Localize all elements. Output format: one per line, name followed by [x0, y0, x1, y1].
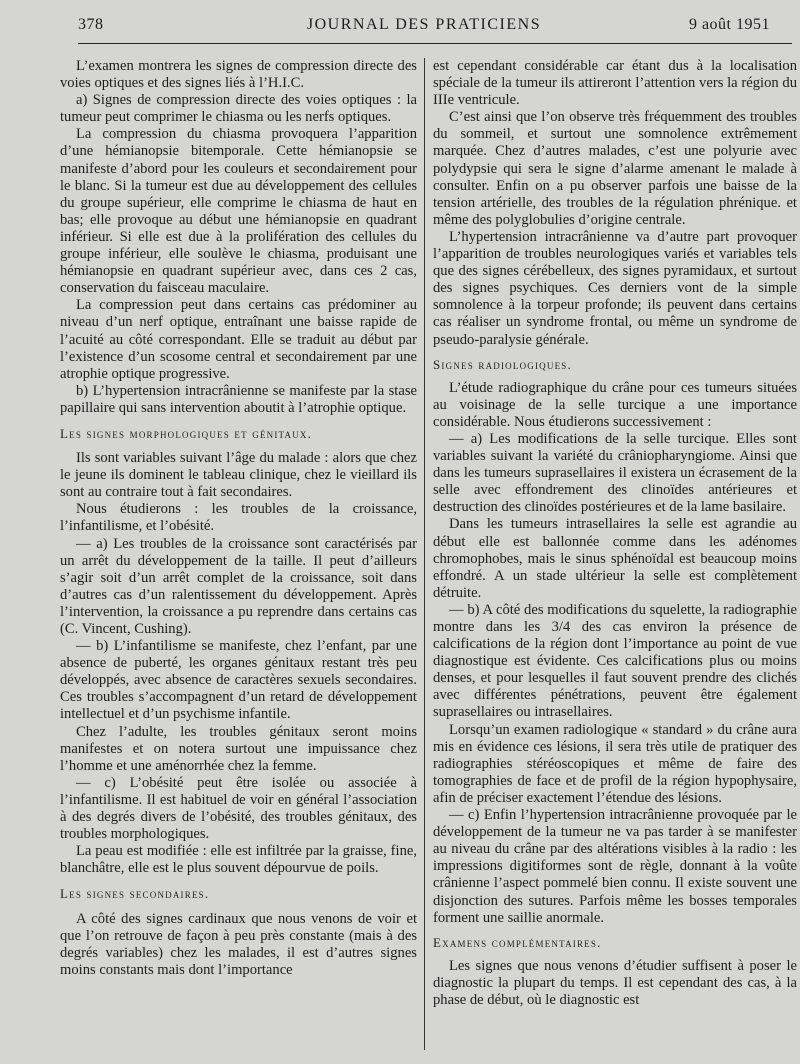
header-rule	[78, 43, 792, 44]
paragraph: Les signes que nous venons d’étudier suffisent à poser le diagnostic la plupart du temps. Il est cependant des cas, à la phase de début, où le diagnostic est	[433, 957, 797, 1008]
paragraph: b) L’hypertension intracrânienne se manifeste par la stase papillaire qui sans intervention aboutit à l’atrophie optique.	[60, 382, 417, 416]
issue-date: 9 août 1951	[688, 16, 770, 33]
section-heading: Les signes secondaires.	[60, 886, 210, 902]
paragraph: Lorsqu’un examen radiologique « standard » du crâne aura mis en évidence ces lésions, il sera très utile de pratiquer des radiographies stéréoscopiques et même de faire des tomographies de face et de profil de la région hypophysaire, afin de préciser exactement l’étendue des lésions.	[433, 721, 797, 806]
paragraph: — a) Les modifications de la selle turcique. Elles sont variables suivant la variété du crâniopharyngiome. Ainsi que dans les tumeurs suprasellaires il existera un écrasement de la selle avec effondrement des clinoïdes antérieures et destruction des clinoïdes postérieures et de la lame basilaire.	[433, 430, 797, 516]
section-heading: Les signes morphologiques et génitaux.	[60, 425, 313, 441]
journal-title: JOURNAL DES PRATICIENS	[306, 16, 542, 33]
section-heading: Signes radiologiques.	[433, 356, 572, 372]
paragraph: La peau est modifiée : elle est infiltrée par la graisse, fine, blanchâtre, elle est le plus souvent dépourvue de poils.	[60, 843, 417, 877]
paragraph: La compression peut dans certains cas prédominer au niveau d’un nerf optique, entraînant une baisse rapide de l’acuité au côté correspondant. Elle se traduit au début par l’existence d’un scosome central et secondairement par une atrophie optique progressive.	[60, 297, 417, 382]
paragraph: Ils sont variables suivant l’âge du malade : alors que chez le jeune ils dominent le tableau clinique, chez le vieillard ils sont au contraire tout à fait secondaires.	[60, 450, 417, 501]
page-header	[78, 16, 770, 40]
paragraph: Chez l’adulte, les troubles génitaux seront moins manifestes et on notera surtout une impuissance chez l’homme et une aménorrhée chez la femme.	[60, 723, 417, 774]
right-column	[433, 58, 797, 1009]
paragraph: — a) Les troubles de la croissance sont caractérisés par un arrêt du développement de la taille. Il peut d’ailleurs s’agir soit d’un arrêt complet de la croissance, soit dans d’autres cas d’un ralentissement du développement. Après l’intervention, la croissance a pu reprendre dans certains cas (C. Vincent, Cushing).	[60, 535, 417, 637]
paragraph: est cependant considérable car étant dus à la localisation spéciale de la tumeur ils attireront l’attention vers la région du IIIe ventricule.	[433, 58, 797, 109]
page-number: 378	[78, 16, 104, 33]
paragraph: L’étude radiographique du crâne pour ces tumeurs situées au voisinage de la selle turcique a une importance considérable. Nous étudierons successivement :	[433, 379, 797, 430]
paragraph: — b) A côté des modifications du squelette, la radiographie montre dans les 3/4 des cas environ la présence de calcifications de la région dont l’importance au point de vue diagnostique est évidente. Ces calcifications plus ou moins denses, et pour lesquelles il faut souvent prendre des clichés avec différentes pénétrations, peuvent être également suprasellaires ou intrasellaires.	[433, 601, 797, 721]
section-heading: Examens complémentaires.	[433, 934, 602, 950]
paragraph: a) Signes de compression directe des voies optiques : la tumeur peut comprimer le chiasma ou les nerfs optiques.	[60, 92, 417, 126]
column-divider	[424, 58, 425, 1050]
paragraph: L’examen montrera les signes de compression directe des voies optiques et des signes liés à l’H.I.C.	[60, 58, 417, 92]
paragraph: Nous étudierons : les troubles de la croissance, l’infantilisme, et l’obésité.	[60, 501, 417, 535]
paragraph: La compression du chiasma provoquera l’apparition d’une hémianopsie bitemporale. Cette hémianopsie se manifeste d’abord pour les couleurs et secondairement pour le blanc. Si la tumeur est due au développement des cellules du groupe supérieur, elle comprime le chiasma de haut en bas; elle provoque au début une hémianopsie en quadrant inférieur. Si elle est due à la prolifération des cellules du groupe inférieur, elle soulève le chiasma, produisant une hémianopsie en quadrant supérieur avec, dans ces 2 cas, conservation du faisceau maculaire.	[60, 126, 417, 297]
paragraph: — c) L’obésité peut être isolée ou associée à l’infantilisme. Il est habituel de voir en général l’association à des degrés divers de l’obésité, des troubles génitaux, des troubles morphologiques.	[60, 774, 417, 843]
paragraph: — c) Enfin l’hypertension intracrânienne provoquée par le développement de la tumeur ne va pas tarder à se manifester au niveau du crâne par des altérations visibles à la radio : les impressions digitiformes sont de règle, donnant à la voûte crânienne l’aspect pommelé bien connu. Il existe souvent une disjonction des sutures. Parfois même les bosses temporales forment une saillie anormale.	[433, 807, 797, 926]
left-column	[60, 58, 417, 979]
paragraph: C’est ainsi que l’on observe très fréquemment des troubles du sommeil, et surtout une somnolence extrêmement marquée. Chez d’autres malades, c’est une polyurie avec polydypsie qui sera le signe d’alarme amenant le malade à consulter. Enfin on a pu observer parfois une baisse de la tension artérielle, des troubles de la régulation phrénique. et même des polyglobulies d’origine centrale.	[433, 109, 797, 228]
paragraph: Dans les tumeurs intrasellaires la selle est agrandie au début elle est ballonnée comme dans les adénomes chromophobes, mais le sinus sphénoïdal est beaucoup moins effondré. A un stade ultérieur la selle est complètement détruite.	[433, 516, 797, 601]
paragraph: L’hypertension intracrânienne va d’autre part provoquer l’apparition de troubles neurologiques variés et variables tels que des signes cérébelleux, des signes pyramidaux, et surtout des signes psychiques. Ces derniers vont de la simple somnolence à la torpeur profonde; ils peuvent dans certains cas réaliser un syndrome frontal, ou même un syndrome de pseudo-paralysie générale.	[433, 228, 797, 348]
paragraph: A côté des signes cardinaux que nous venons de voir et que l’on retrouve de façon à peu près constante (mais à des degrés variables) chez les malades, il est d’autres signes moins constants mais dont l’importance	[60, 910, 417, 978]
paragraph: — b) L’infantilisme se manifeste, chez l’enfant, par une absence de puberté, les organes génitaux restant très peu développés, avec absence de caractères sexuels secondaires. Ces troubles s’accompagnent d’un retard de développement intellectuel et d’un psychisme infantile.	[60, 638, 417, 723]
